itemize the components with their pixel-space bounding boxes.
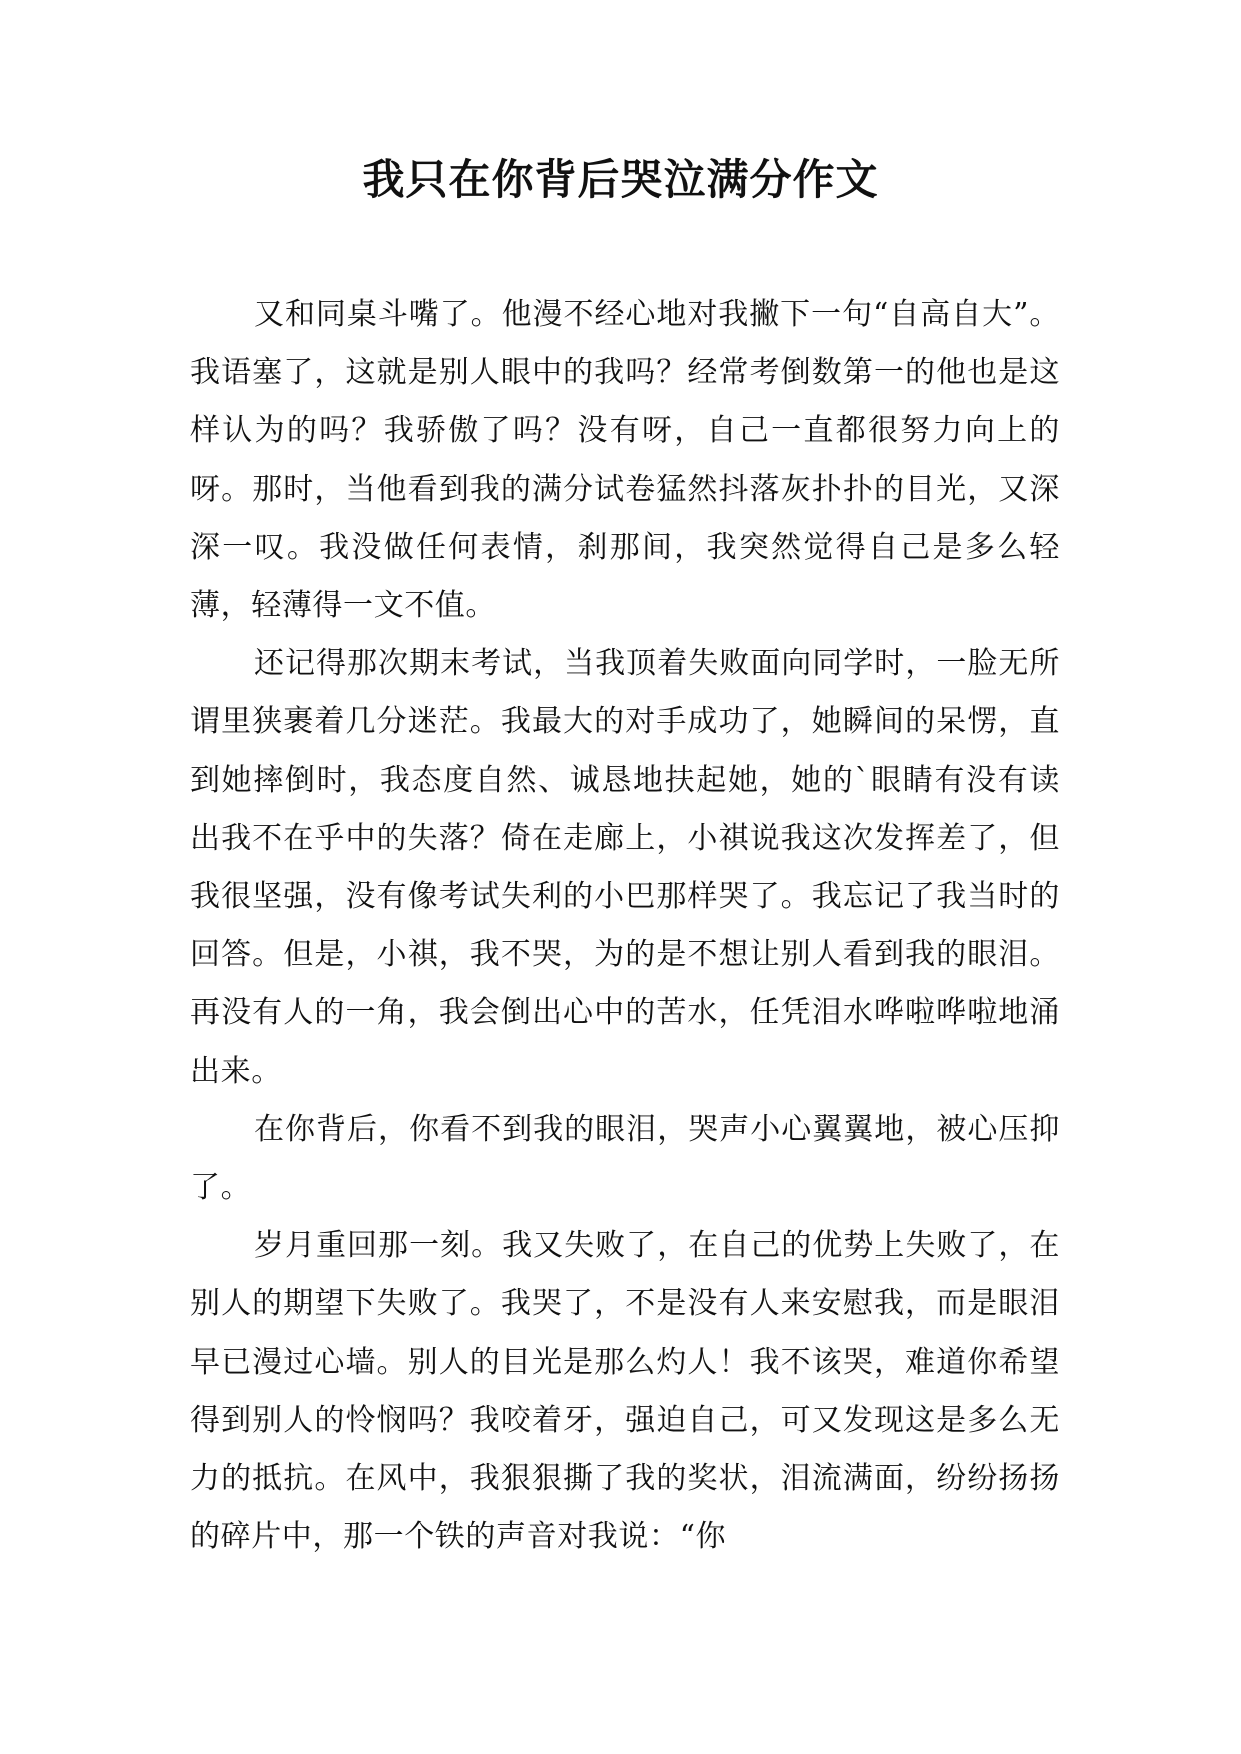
paragraph: 还记得那次期末考试，当我顶着失败面向同学时，一脸无所谓里狭裹着几分迷茫。我最大的对手成功了，她瞬间的呆愣，直到她摔倒时，我态度自然、诚恳地扶起她，她的`眼睛有没有读出我不在乎中的失落？倚在走廊上，小祺说我这次发挥差了，但我很坚强，没有像考试失利的小巴那样哭了。我忘记了我当时的回答。但是，小祺，我不哭，为的是不想让别人看到我的眼泪。再没有人的一角，我会倒出心中的苦水，任凭泪水哗啦哗啦地涌出来。 [190, 646, 1060, 1089]
paragraph: 在你背后，你看不到我的眼泪，哭声小心翼翼地，被心压抑了。 [190, 1111, 1060, 1206]
document-title: 我只在你背后哭泣满分作文 [362, 155, 879, 204]
paragraph: 岁月重回那一刻。我又失败了，在自己的优势上失败了，在别人的期望下失败了。我哭了，不是没有人来安慰我，而是眼泪早已漫过心墙。别人的目光是那么灼人！我不该哭，难道你希望得到别人的怜悯吗？我咬着牙，强迫自己，可又发现这是多么无力的抵抗。在风中，我狠狠撕了我的奖状，泪流满面，纷纷扬扬的碎片中，那一个铁的声音对我说：“你 [190, 1228, 1060, 1555]
document-body [190, 286, 1060, 1566]
paragraph: 又和同桌斗嘴了。他漫不经心地对我撇下一句“自高自大”。我语塞了，这就是别人眼中的我吗？经常考倒数第一的他也是这样认为的吗？我骄傲了吗？没有呀，自己一直都很努力向上的呀。那时，当他看到我的满分试卷猛然抖落灰扑扑的目光，又深深一叹。我没做任何表情，刹那间，我突然觉得自己是多么轻薄，轻薄得一文不值。 [190, 297, 1060, 624]
